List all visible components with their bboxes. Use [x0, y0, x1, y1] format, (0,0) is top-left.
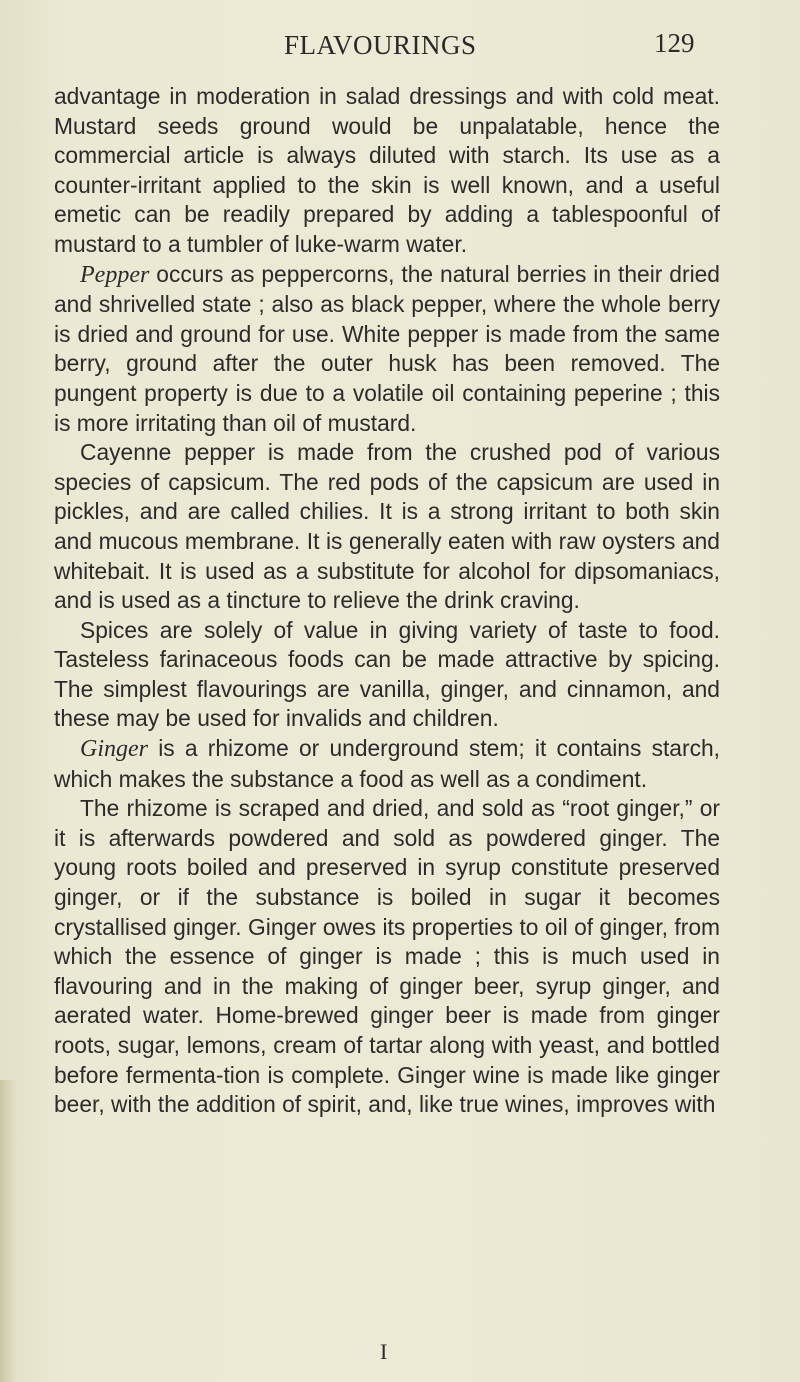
- paragraph-lead-term: Pepper: [80, 261, 150, 288]
- signature-mark: I: [380, 1339, 388, 1364]
- body-text: [54, 82, 720, 1120]
- paragraph-cayenne: [54, 438, 720, 616]
- paragraph-rhizome: [54, 794, 720, 1120]
- paragraph-lead-term: Ginger: [80, 736, 148, 763]
- paragraph-pepper: [54, 260, 720, 439]
- paragraph-text: occurs as peppercorns, the natural berries in their dried and shrivelled state ; also as black pepper, where the whole berry is dried and ground for use. White pepper is made from the same berry, ground after the outer husk has been removed. The pungent property is due to a volatile oil containing peperine ; this is more irritating than oil of mustard.: [54, 260, 720, 436]
- paragraph-text: The rhizome is scraped and dried, and sold as “root ginger,” or it is afterwards powdered and sold as powdered ginger. The young roots boiled and preserved in syrup constitute preserved ginger, or if the substance is boiled in sugar it becomes crystallised ginger. Ginger owes its properties to oil of ginger, from which the essence of ginger is made ; this is much used in flavouring and in the making of ginger beer, syrup ginger, and aerated water. Home-brewed ginger beer is made from ginger roots, sugar, lemons, cream of tartar along with yeast, and bottled before fermenta-tion is complete. Ginger wine is made like ginger beer, with the addition of spirit, and, like true wines, improves with: [54, 795, 720, 1118]
- page-edge-shadow: [0, 1080, 16, 1382]
- paragraph-mustard: [54, 82, 720, 260]
- paragraph-text: advantage in moderation in salad dressings and with cold meat. Mustard seeds ground would be unpalatable, hence the commercial article is always diluted with starch. Its use as a counter-irritant applied to the skin is well known, and a useful emetic can be readily prepared by adding a tablespoonful of mustard to a tumbler of luke-warm water.: [54, 83, 720, 257]
- paragraph-spices: [54, 616, 720, 734]
- page-number: 129: [654, 28, 695, 58]
- paragraph-text: Cayenne pepper is made from the crushed pod of various species of capsicum. The red pods of the capsicum are used in pickles, and are called chilies. It is a strong irritant to both skin and mucous membrane. It is generally eaten with raw oysters and whitebait. It is used as a substitute for alcohol for dipsomaniacs, and is used as a tincture to relieve the drink craving.: [54, 439, 720, 614]
- paragraph-ginger: [54, 734, 720, 794]
- paragraph-text: is a rhizome or underground stem; it contains starch, which makes the substance a food as well as a condiment.: [54, 735, 720, 792]
- running-head: FLAVOURINGS: [284, 30, 477, 60]
- paragraph-text: Spices are solely of value in giving variety of taste to food. Tasteless farinaceous foods can be made attractive by spicing. The simplest flavourings are vanilla, ginger, and cinnamon, and these may be used for invalids and children.: [54, 616, 720, 732]
- page-header: [0, 24, 800, 64]
